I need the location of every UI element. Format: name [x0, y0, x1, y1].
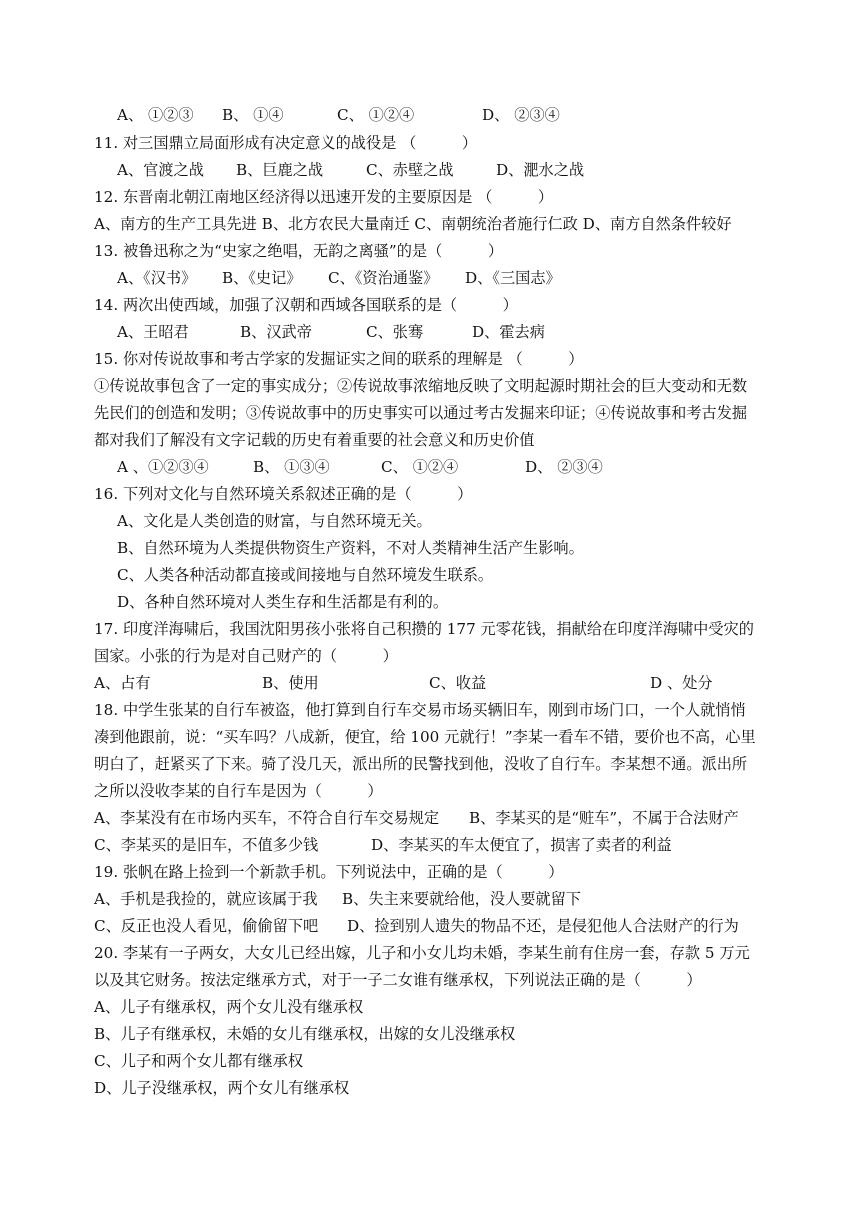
q13-stem: 13. 被鲁迅称之为“史家之绝唱，无韵之离骚”的是（ ） — [94, 242, 504, 260]
q14-option-b: B、汉武帝 — [240, 323, 312, 341]
q16-option-a: A、文化是人类创造的财富，与自然环境无关。 — [117, 512, 432, 530]
q18-body-line: 凑到他跟前，说：“买车吗？八成新，便宜，给 100 元就行！”李某一看车不错，要价也不高，心里 — [94, 728, 756, 746]
q10-option-b: B、 ①④ — [222, 106, 284, 124]
q14-option-c: C、张骞 — [366, 323, 424, 341]
q17-body-line: 国家。小张的行为是对自己财产的（ ） — [94, 647, 398, 665]
q15-body-line: ①传说故事包含了一定的事实成分；②传说故事浓缩地反映了文明起源时期社会的巨大变动和无数 — [94, 377, 748, 395]
q16-option-d: D、各种自然环境对人类生存和生活都是有利的。 — [117, 593, 449, 611]
q20-option-d: D、儿子没继承权，两个女儿有继承权 — [94, 1079, 350, 1097]
q10-option-c: C、 ①②④ — [337, 106, 415, 124]
q18-option-b: B、李某买的是“赃车”，不属于合法财产 — [469, 809, 739, 827]
q19-option-d: D、捡到别人遗失的物品不还，是侵犯他人合法财产的行为 — [347, 917, 739, 935]
q14-option-a: A、王昭君 — [117, 323, 189, 341]
q15-body-line: 先民们的创造和发明；③传说故事中的历史事实可以通过考古发掘来印证；④传说故事和考古发掘 — [94, 404, 748, 422]
q10-option-d: D、 ②③④ — [482, 106, 560, 124]
q17-option-a: A、占有 — [94, 674, 151, 692]
q20-body-line: 以及其它财务。按法定继承方式，对于一子二女谁有继承权，下列说法正确的是（ ） — [94, 971, 702, 989]
q18-body-line: 之所以没收李某的自行车是因为（ ） — [94, 782, 383, 800]
q13-option-d: D、《三国志》 — [465, 269, 561, 287]
q17-option-b: B、使用 — [262, 674, 319, 692]
q17-option-c: C、收益 — [429, 674, 487, 692]
q13-option-c: C、《资治通鉴》 — [328, 269, 439, 287]
q20-option-a: A、儿子有继承权，两个女儿没有继承权 — [94, 998, 364, 1016]
q19-option-a: A、手机是我捡的，就应该属于我 — [94, 890, 318, 908]
q14-stem: 14. 两次出使西域，加强了汉朝和西域各国联系的是（ ） — [94, 296, 518, 314]
q12-options: A、南方的生产工具先进 B、北方农民大量南迁 C、南朝统治者施行仁政 D、南方自然条件较好 — [94, 215, 732, 233]
q18-option-c: C、李某买的是旧车，不值多少钱 — [94, 836, 319, 854]
q12-stem: 12. 东晋南北朝江南地区经济得以迅速开发的主要原因是 （ ） — [94, 188, 554, 206]
q17-body-line: 17. 印度洋海啸后，我国沈阳男孩小张将自己积攒的 177 元零花钱，捐献给在印度洋海啸中受灾的 — [94, 620, 754, 638]
q17-option-d: D 、处分 — [650, 674, 713, 692]
q16-option-b: B、自然环境为人类提供物资生产资料，不对人类精神生活产生影响。 — [117, 539, 584, 557]
q11-option-c: C、赤壁之战 — [366, 161, 454, 179]
q15-option-d: D、 ②③④ — [525, 458, 603, 476]
q11-option-d: D、淝水之战 — [496, 161, 585, 179]
q20-option-b: B、儿子有继承权，未婚的女儿有继承权，出嫁的女儿没继承权 — [94, 1025, 516, 1043]
q10-option-a: A、 ①②③ — [117, 106, 194, 124]
q13-option-a: A、《汉书》 — [117, 269, 197, 287]
q18-body-line: 明白了，赶紧买了下来。骑了没几天，派出所的民警找到他，没收了自行车。李某想不通。派出所 — [94, 755, 748, 773]
q16-stem: 16. 下列对文化与自然环境关系叙述正确的是（ ） — [94, 485, 473, 503]
q15-body-line: 都对我们了解没有文字记载的历史有着重要的社会意义和历史价值 — [94, 431, 535, 449]
q18-body-line: 18. 中学生张某的自行车被盗，他打算到自行车交易市场买辆旧车，刚到市场门口，一个人就悄悄 — [94, 701, 746, 719]
q20-option-c: C、儿子和两个女儿都有继承权 — [94, 1052, 304, 1070]
q11-option-a: A、官渡之战 — [117, 161, 204, 179]
q16-option-c: C、人类各种活动都直接或间接地与自然环境发生联系。 — [117, 566, 494, 584]
q15-stem: 15. 你对传说故事和考古学家的发掘证实之间的联系的理解是 （ ） — [94, 350, 584, 368]
q20-body-line: 20. 李某有一子两女，大女儿已经出嫁，儿子和小女儿均未婚，李某生前有住房一套，存款 5 万元 — [94, 944, 750, 962]
q19-option-c: C、反正也没人看见，偷偷留下吧 — [94, 917, 319, 935]
q15-option-b: B、 ①③④ — [253, 458, 330, 476]
q15-option-c: C、 ①②④ — [381, 458, 459, 476]
q18-option-d: D、李某买的车太便宜了，损害了卖者的利益 — [371, 836, 672, 854]
q14-option-d: D、霍去病 — [472, 323, 545, 341]
q13-option-b: B、《史记》 — [222, 269, 302, 287]
q18-option-a: A、李某没有在市场内买车，不符合自行车交易规定 — [94, 809, 440, 827]
q15-option-a: A 、①②③④ — [117, 458, 209, 476]
q19-option-b: B、失主来要就给他，没人要就留下 — [342, 890, 581, 908]
q11-stem: 11. 对三国鼎立局面形成有决定意义的战役是 （ ） — [94, 134, 478, 152]
q11-option-b: B、巨鹿之战 — [236, 161, 324, 179]
q19-stem: 19. 张帆在路上捡到一个新款手机。下列说法中，正确的是（ ） — [94, 863, 564, 881]
